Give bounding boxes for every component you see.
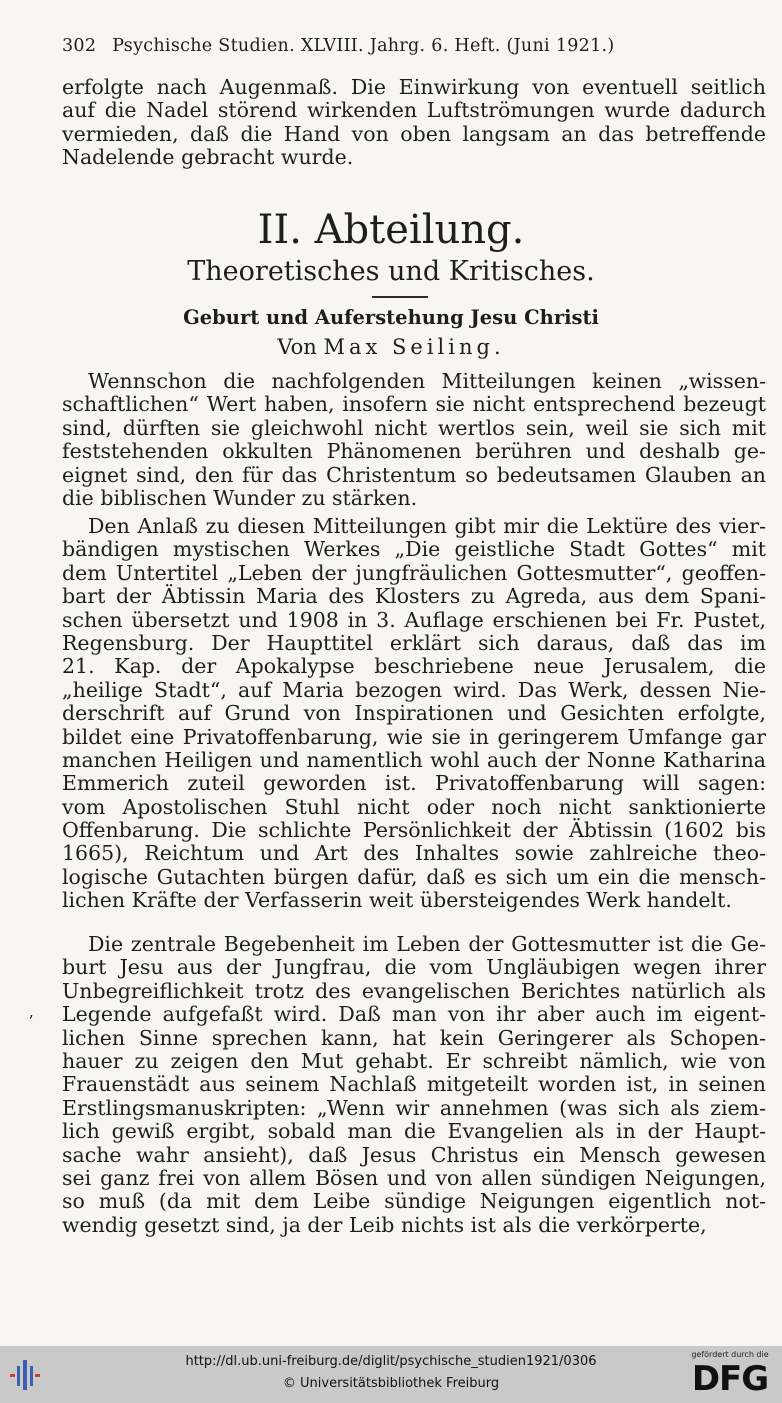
text-line: dem Untertitel „Leben der jungfräulichen Gottesmutter“, geoffen-	[62, 560, 766, 585]
divider-rule	[372, 296, 428, 298]
text-line: Den Anlaß zu diesen Mitteilungen gibt mir die Lektüre des vier-	[88, 514, 766, 538]
text-line: Frauenstädt aus seinem Nachlaß mitgeteilt worden ist, in seinen	[62, 1072, 766, 1097]
text-line: so muß (da mit dem Leibe sündige Neigungen eigentlich not-	[62, 1189, 766, 1214]
dfg-logo-text: DFG	[691, 1359, 769, 1399]
text-line: erfolgte nach Augenmaß. Die Einwirkung von eventuell seitlich	[62, 75, 766, 99]
text-line: eignet sind, den für das Christentum so bedeutsamen Glauben an	[62, 462, 766, 487]
text-line: manchen Heiligen und namentlich wohl auch der Nonne Katharina	[62, 747, 766, 772]
text-line: lichen Sinne sprechen kann, hat kein Geringerer als Schopen-	[62, 1025, 766, 1050]
article-byline	[0, 333, 782, 361]
text-line: bändigen mystischen Werkes „Die geistliche Stadt Gottes“ mit	[62, 537, 766, 562]
text-line: Nadelende gebracht wurde.	[62, 145, 354, 170]
footer-bar	[0, 1346, 782, 1403]
intro-paragraph	[62, 76, 766, 170]
text-line: Regensburg. Der Haupttitel erklärt sich daraus, daß das im	[62, 630, 766, 655]
text-line: bart der Äbtissin Maria des Klosters zu Agreda, aus dem Spani-	[62, 584, 766, 609]
text-line: Legende aufgefaßt wird. Daß man von ihr aber auch im eigent-	[62, 1002, 766, 1027]
text-line: lichen Kräfte der Verfasserin weit übersteigendes Werk handelt.	[62, 888, 732, 913]
text-line: feststehenden okkulten Phänomenen berühren und deshalb ge-	[62, 439, 766, 464]
text-line: Die zentrale Begebenheit im Leben der Gottesmutter ist die Ge-	[88, 932, 766, 956]
text-line: Emmerich zuteil geworden ist. Privatoffenbarung will sagen:	[62, 771, 766, 796]
text-line: sei ganz frei von allem Bösen und von allen sündigen Neigungen,	[62, 1165, 766, 1190]
text-line: Erstlingsmanuskripten: „Wenn wir annehmen (was sich als ziem-	[62, 1095, 766, 1120]
author-name: Max Seiling.	[323, 335, 505, 359]
article-title: Geburt und Auferstehung Jesu Christi	[183, 306, 599, 329]
text-line: Offenbarung. Die schlichte Persönlichkeit der Äbtissin (1602 bis	[62, 818, 766, 843]
text-line: vom Apostolischen Stuhl nicht oder noch nicht sanktionierte	[62, 794, 766, 819]
text-line: bildet eine Privatoffenbarung, wie sie in geringerem Umfange gar	[62, 724, 766, 749]
running-header	[62, 36, 722, 56]
byline-prefix: Von	[277, 335, 317, 359]
paragraph-2	[62, 515, 766, 913]
text-line: schaftlichen“ Wert haben, insofern sie nicht entsprechend bezeugt	[62, 392, 766, 417]
text-line: schen übersetzt und 1908 in 3. Auflage erschienen bei Fr. Pustet,	[62, 607, 766, 632]
text-line: burt Jesu aus der Jungfrau, die vom Ungläubigen wegen ihrer	[62, 955, 766, 980]
text-line: die biblischen Wunder zu stärken.	[62, 485, 418, 510]
copyright-notice: © Universitätsbibliothek Freiburg	[282, 1376, 500, 1391]
source-url-link[interactable]: http://dl.ub.uni-freiburg.de/diglit/psychische_studien1921/0306	[185, 1354, 597, 1369]
funder-logo	[688, 1350, 772, 1400]
paragraph-3	[62, 933, 766, 1237]
text-line: Wennschon die nachfolgenden Mitteilungen keinen „wissen-	[88, 369, 766, 393]
paragraph-1	[62, 370, 766, 510]
text-line: auf die Nadel störend wirkenden Luftströmungen wurde dadurch	[62, 98, 766, 123]
text-line: sind, dürften sie gleichwohl nicht wertlos sein, weil sie sich mit	[62, 415, 766, 440]
running-title: Psychische Studien. XLVIII. Jahrg. 6. Heft. (Juni 1921.)	[112, 36, 615, 56]
funder-note: gefördert durch die	[691, 1350, 769, 1359]
text-line: 1665), Reichtum und Art des Inhaltes sowie zahlreiche theo-	[62, 841, 766, 866]
page-number: 302	[62, 36, 97, 56]
section-subtitle: Theoretisches und Kritisches.	[187, 256, 595, 287]
text-line: wendig gesetzt sind, ja der Leib nichts ist als die verkörperte,	[62, 1212, 707, 1237]
text-line: 21. Kap. der Apokalypse beschriebene neue Jerusalem, die	[62, 654, 766, 679]
text-line: sache wahr ansieht), daß Jesus Christus ein Mensch gewesen	[62, 1142, 766, 1167]
margin-mark: ʼ	[28, 1012, 34, 1031]
text-line: lich gewiß ergibt, sobald man die Evangelien als in der Haupt-	[62, 1119, 766, 1144]
section-title: II. Abteilung.	[257, 207, 525, 253]
text-line: Unbegreiflichkeit trotz des evangelischen Berichtes natürlich als	[62, 978, 766, 1003]
text-line: derschrift auf Grund von Inspirationen und Gesichten erfolgte,	[62, 701, 766, 726]
text-line: „heilige Stadt“, auf Maria bezogen wird. Das Werk, dessen Nie-	[62, 677, 766, 702]
text-line: vermieden, daß die Hand von oben langsam an das betreffende	[62, 121, 766, 146]
text-line: logische Gutachten bürgen dafür, daß es sich um ein die mensch-	[62, 864, 766, 889]
text-line: hauer zu zeigen den Mut gehabt. Er schreibt nämlich, wie von	[62, 1048, 766, 1073]
